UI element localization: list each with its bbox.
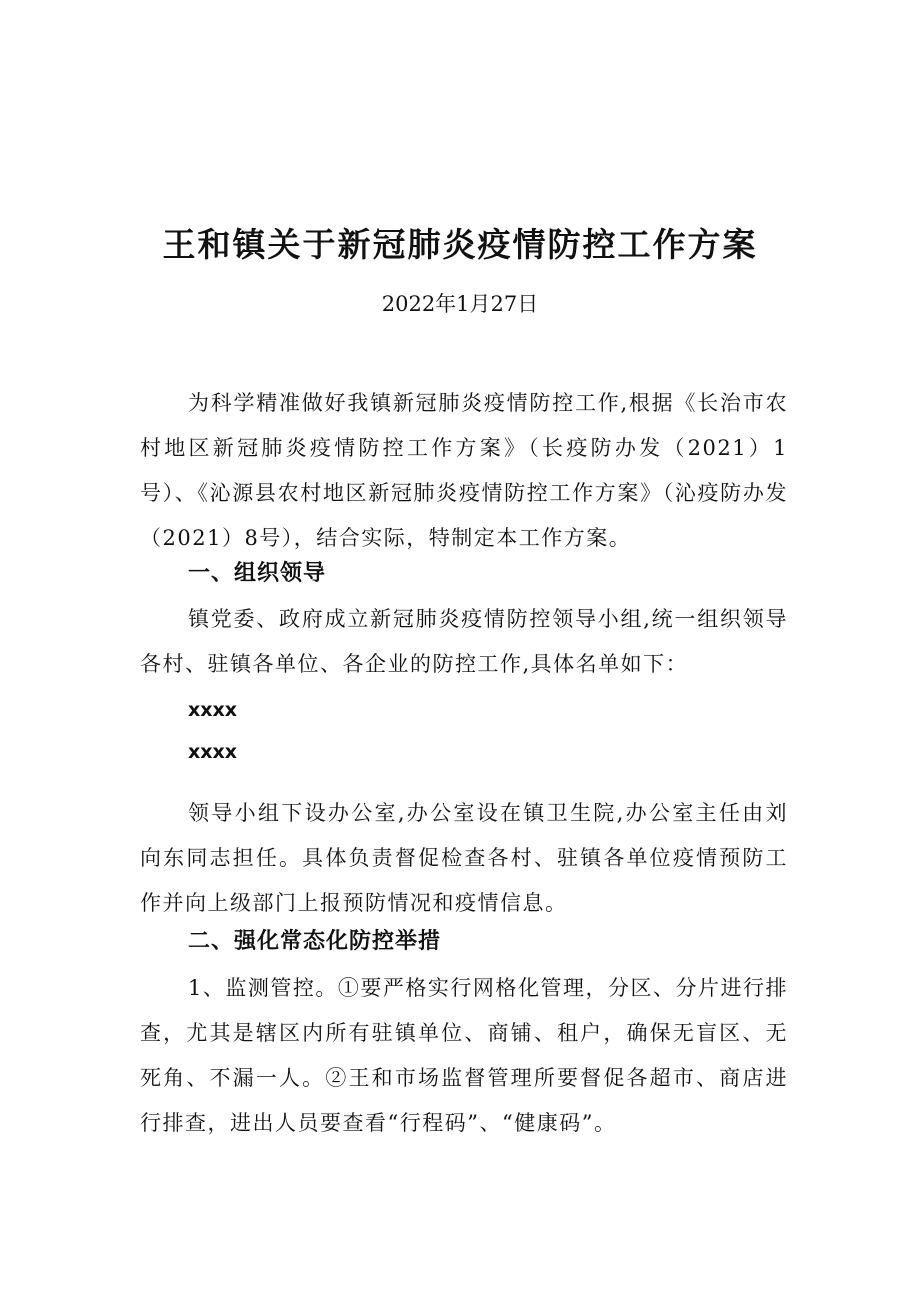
document-date: 2022年1月27日 bbox=[381, 292, 539, 316]
monitoring-paragraph: 1、监测管控。①要严格实行网格化管理，分区、分片进行排查，尤其是辖区内所有驻镇单位、商铺、租户，确保无盲区、无死角、不漏一人。②王和市场监督管理所要督促各超市、商店进行排查，进出人员要查看“行程码”、“健康码”。 bbox=[140, 976, 788, 1135]
leader-name: xxxx bbox=[188, 699, 238, 721]
leadership-group-paragraph: 镇党委、政府成立新冠肺炎疫情防控领导小组,统一组织领导各村、驻镇各单位、各企业的防控工作,具体名单如下： bbox=[140, 607, 788, 676]
section-heading-organization: 一、组织领导 bbox=[188, 561, 327, 586]
intro-paragraph: 为科学精准做好我镇新冠肺炎疫情防控工作,根据《长治市农村地区新冠肺炎疫情防控工作方案》（长疫防办发（2021）1号）、《沁源县农村地区新冠肺炎疫情防控工作方案》（沁疫防办发（2021）8号），结合实际，特制定本工作方案。 bbox=[140, 391, 788, 550]
section-heading-measures: 二、强化常态化防控举措 bbox=[188, 929, 442, 954]
document-title: 王和镇关于新冠肺炎疫情防控工作方案 bbox=[162, 225, 758, 264]
leader-name: xxxx bbox=[188, 741, 238, 763]
office-paragraph: 领导小组下设办公室,办公室设在镇卫生院,办公室主任由刘向东同志担任。具体负责督促检查各村、驻镇各单位疫情预防工作并向上级部门上报预防情况和疫情信息。 bbox=[140, 801, 788, 915]
